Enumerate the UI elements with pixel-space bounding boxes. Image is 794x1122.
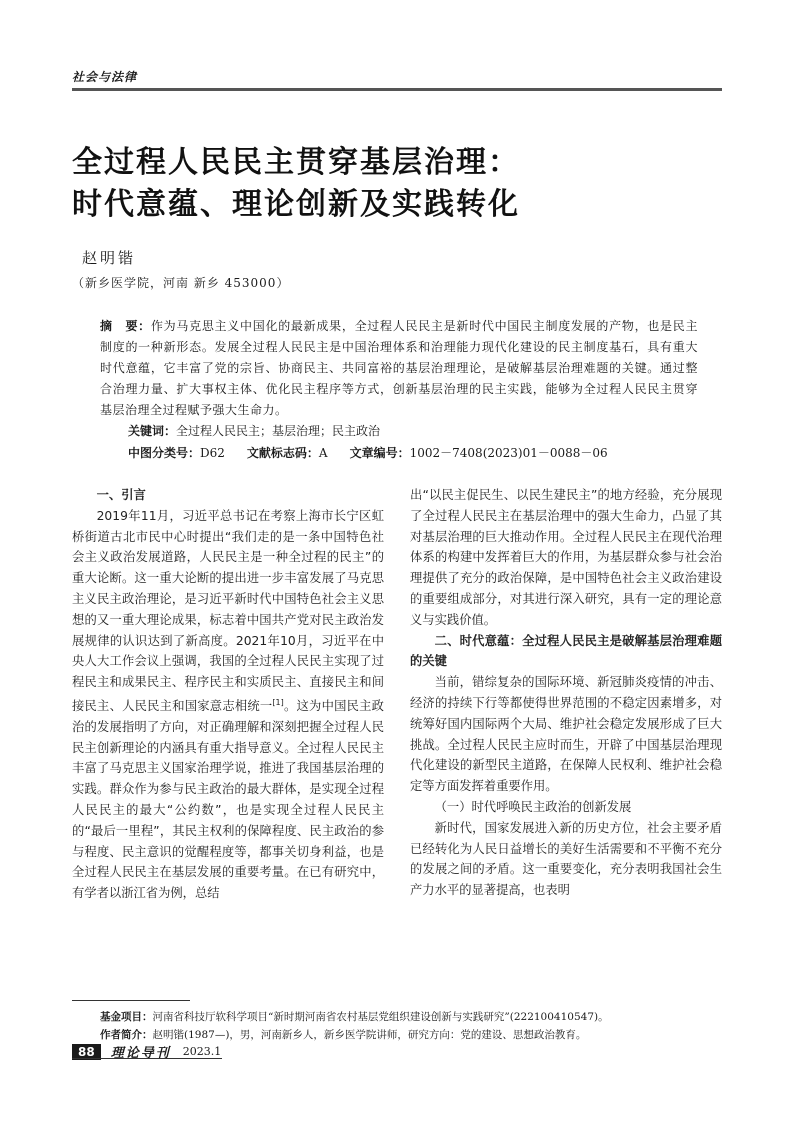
issue-number: 2023.1 <box>182 1045 222 1058</box>
clc-value: D62 <box>200 446 225 460</box>
author-affiliation: （新乡医学院，河南 新乡 453000） <box>72 276 290 290</box>
subsection-heading: （一）时代呼唤民主政治的创新发展 <box>434 799 632 814</box>
page-number: 88 <box>72 1044 101 1060</box>
paragraph-text: 。这为中国民主政治的发展指明了方向，对正确理解和深刻把握全过程人民民主创新理论的内涵具有重大指导意义。全过程人民民主丰富了马克思主义国家治理学说，推进了我国基层治理的实践。群众作为参与民主政治的最大群体，是实现全过程人民民主的最大“公约数”，也是实现全过程人民民主的“最后一里程”，其民主权利的保障程度、民主政治的参与程度、民主意识的觉醒程度等，都事关切身利益，也是全过程人民民主在基层发展的重要考量。在已有研究中，有学者以浙江省为例，总结 <box>72 699 384 901</box>
paragraph: 出“以民主促民生、以民生建民主”的地方经验，充分展现了全过程人民民主在基层治理中的强大生命力，凸显了其对基层治理的巨大推动作用。全过程人民民主在现代治理体系的构建中发挥着巨大的作用，为基层群众参与社会治理提供了充分的政治保障，是中国特色社会主义政治建设的重要组成部分，对其进行深入研究，具有一定的理论意义与实践价值。 <box>410 488 722 627</box>
section-heading-2: 二、时代意蕴：全过程人民民主是破解基层治理难题的关键 <box>410 633 722 669</box>
abstract-label: 摘 要： <box>100 319 151 333</box>
body-column-left <box>72 485 384 904</box>
fund-label: 基金项目： <box>100 1011 153 1023</box>
title-line-1: 全过程人民民主贯穿基层治理： <box>72 145 520 180</box>
article-no-label: 文章编号： <box>349 446 410 460</box>
doc-code-value: A <box>318 446 328 460</box>
fund-text: 河南省科技厅软科学项目“新时期河南省农村基层党组织建设创新与实践研究”(222100410547)。 <box>152 1011 609 1023</box>
bio-label: 作者简介： <box>100 1029 153 1041</box>
keywords-text: 全过程人民民主；基层治理；民主政治 <box>176 424 381 438</box>
footnote-rule <box>72 1000 190 1001</box>
body-column-right <box>410 485 722 901</box>
paragraph-text: 2019年11月，习近平总书记在考察上海市长宁区虹桥街道古北市民中心时提出“我们走的是一条中国特色社会主义政治发展道路，人民民主是一种全过程的民主”的重大论断。这一重大论断的提出进一步丰富发展了马克思主义民主政治理论，是习近平新时代中国特色社会主义思想的又一重大理论成果，标志着中国共产党对民主政治发展规律的认识达到了新高度。2021年10月，习近平在中央人大工作会议上强调，我国的全过程人民民主实现了过程民主和成果民主、程序民主和实质民主、直接民主和间接民主、人民民主和国家意志相统一 <box>72 508 384 714</box>
classification <box>128 443 608 463</box>
abstract <box>100 316 698 421</box>
author-name: 赵明锴 <box>82 249 137 267</box>
article-no-value: 1002－7408(2023)01－0088－06 <box>409 446 608 460</box>
title-line-2: 时代意蕴、理论创新及实践转化 <box>72 187 520 222</box>
keywords-label: 关键词： <box>128 424 177 438</box>
clc-label: 中图分类号： <box>128 446 201 460</box>
footnote-fund <box>100 1008 609 1026</box>
abstract-text: 作为马克思主义中国化的最新成果，全过程人民民主是新时代中国民主制度发展的产物，也是民主制度的一种新形态。发展全过程人民民主是中国治理体系和治理能力现代化建设的民主制度基石，具有重大时代意蕴，它丰富了党的宗旨、协商民主、共同富裕的基层治理理论，是破解基层治理难题的关键。通过整合治理力量、扩大事权主体、优化民主程序等方式，创新基层治理的民主实践，能够为全过程人民民主贯穿基层治理全过程赋予强大生命力。 <box>100 319 698 417</box>
keywords <box>128 421 380 441</box>
bio-text: 赵明锴(1987—)，男，河南新乡人，新乡医学院讲师，研究方向：党的建设、思想政治教育。 <box>152 1029 587 1041</box>
article-title <box>72 142 722 226</box>
citation-ref: [1] <box>272 697 284 707</box>
paragraph: 当前，错综复杂的国际环境、新冠肺炎疫情的冲击、经济的持续下行等都使得世界范围的不稳定因素增多，对统筹好国内国际两个大局、维护社会稳定发展形成了巨大挑战。全过程人民民主应时而生，开辟了中国基层治理现代化建设的新型民主道路，在保障人民权利、维护社会稳定等方面发挥着重要作用。 <box>410 675 722 794</box>
paragraph <box>72 506 384 904</box>
section-heading-intro: 一、引言 <box>96 488 146 502</box>
paragraph: 新时代，国家发展进入新的历史方位，社会主要矛盾已经转化为人民日益增长的美好生活需要和不平衡不充分的发展之间的矛盾。这一重要变化，充分表明我国社会生产力水平的显著提高，也表明 <box>410 820 722 898</box>
section-tag: 社会与法律 <box>72 70 138 84</box>
journal-name: 理论导刊 <box>110 1046 171 1061</box>
footer-rule <box>72 1058 222 1059</box>
doc-code-label: 文献标志码： <box>246 446 319 460</box>
header-rule <box>72 88 722 91</box>
